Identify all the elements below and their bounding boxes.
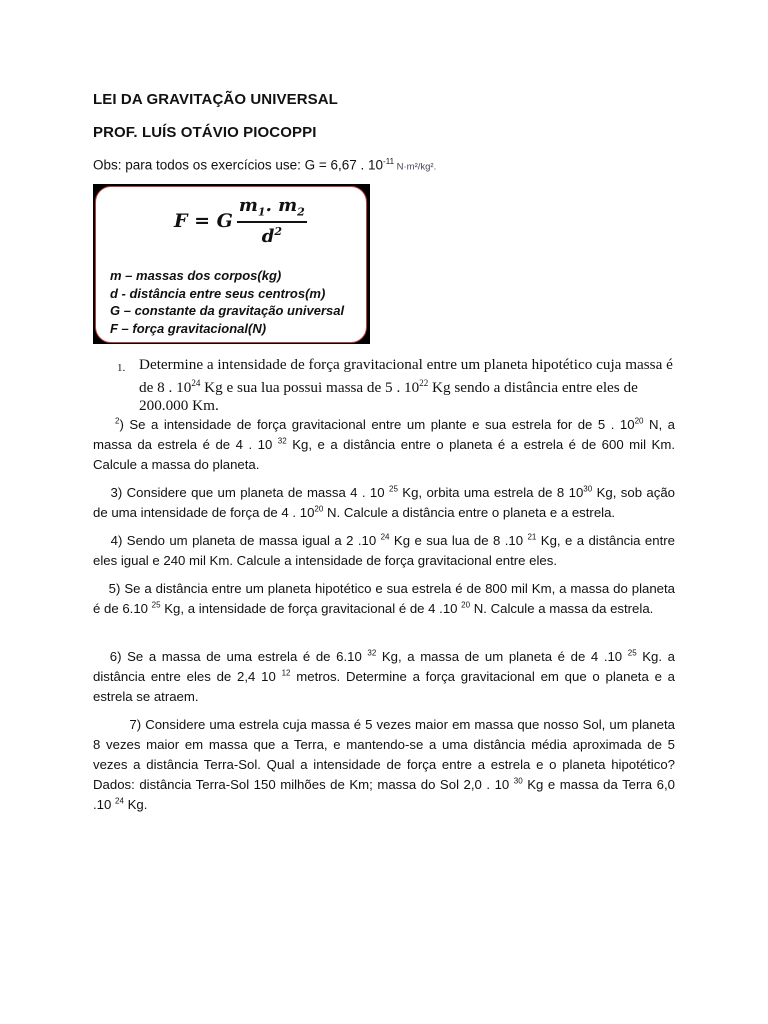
formula-lhs: F = G xyxy=(174,209,233,232)
formula-image xyxy=(93,184,370,344)
obs-exponent: -11 xyxy=(383,157,395,166)
formula-denominator: $d^2$ xyxy=(261,224,282,247)
question-1-number: 1. xyxy=(117,362,126,374)
legend-item-mass: m – massas dos corpos(kg) xyxy=(110,268,282,283)
legend-item-distance: d - distância entre seus centros(m) xyxy=(110,285,326,301)
gravitation-formula xyxy=(174,195,307,247)
legend-item-force: F – força gravitacional(N) xyxy=(110,320,267,336)
question-3: 3) Considere que um planeta de massa 4 . 10 $^{25}$ Kg, orbita uma estrela de 8 $10^{30}$ Kg, sob ação de uma intensidade de força de 4 . $10^{20}$ N. Calcule a distância entre o planeta e a estrela. xyxy=(93,484,676,520)
document-title: LEI DA GRAVITAÇÃO UNIVERSAL xyxy=(93,91,338,108)
question-4: 4) Sendo um planeta de massa igual a 2 .10 $^{24}$ Kg e sua lua de 8 .10 $^{21}$ Kg, e a distância entre eles igual e 240 mil Km. Calcule a intensidade de força gravitacional entre eles. xyxy=(93,532,675,568)
question-5: 5) Se a distância entre um planeta hipotético e sua estrela é de 800 mil Km, a massa do planeta é de 6.10 $^{25}$ Kg, a intensidade de força gravitacional é de 4 .10 $^{20}$ N. Calcule a massa da estrela. xyxy=(93,581,676,616)
question-1 xyxy=(117,356,677,415)
formula-card xyxy=(95,186,367,343)
question-6: 6) Se a massa de uma estrela é de 6.10 $^{32}$ Kg, a massa de um planeta é de 4 .10 $^{25}$ Kg. a distância entre eles de 2,4 10 $^{12}$ metros. Determine a força gravitacional em que o planeta e a estrela se atraem. xyxy=(93,648,675,704)
obs-text: Obs: para todos os exercícios use: G = 6,67 . 10 xyxy=(93,157,384,173)
formula-numerator: $m_1$. $m_2$ xyxy=(237,195,307,223)
question-1-text: Determine a intensidade de força gravitacional entre um planeta hipotético cuja massa é de 8 . $10^{24}$ Kg e sua lua possui massa de 5 . $10^{22}$ Kg sendo a distância entre eles de 200.000 Km. xyxy=(139,356,673,415)
observation-note xyxy=(93,157,436,173)
formula-legend xyxy=(110,267,344,337)
obs-unit: N·m²/kg². xyxy=(394,161,437,173)
question-7: 7) Considere uma estrela cuja massa é 5 vezes maior em massa que nosso Sol, um planeta 8 vezes maior em massa que a Terra, e mantendo-se a uma distância média aproximada de 5 vezes a distância Terra-Sol. Qual a intensidade de força entre a estrela e o planeta hipotético? Dados: distância Terra-Sol 150 milhões de Km; massa do Sol 2,0 . 10 $^{30}$ Kg e massa da Terra 6,0 .10 $^{24}$ Kg. xyxy=(93,717,676,812)
legend-item-constant: G – constante da gravitação universal xyxy=(110,303,345,318)
question-2: $^2$) Se a intensidade de força gravitacional entre um plante e sua estrela for de 5 . $10^{20}$ N, a massa da estrela é de 4 . 10 $^{32}$ Kg, e a distância entre o planeta é a estrela é de 600 mil Km. Calcule a massa do planeta. xyxy=(93,416,675,472)
formula-fraction xyxy=(237,195,307,247)
author-line: PROF. LUÍS OTÁVIO PIOCOPPI xyxy=(93,124,317,141)
